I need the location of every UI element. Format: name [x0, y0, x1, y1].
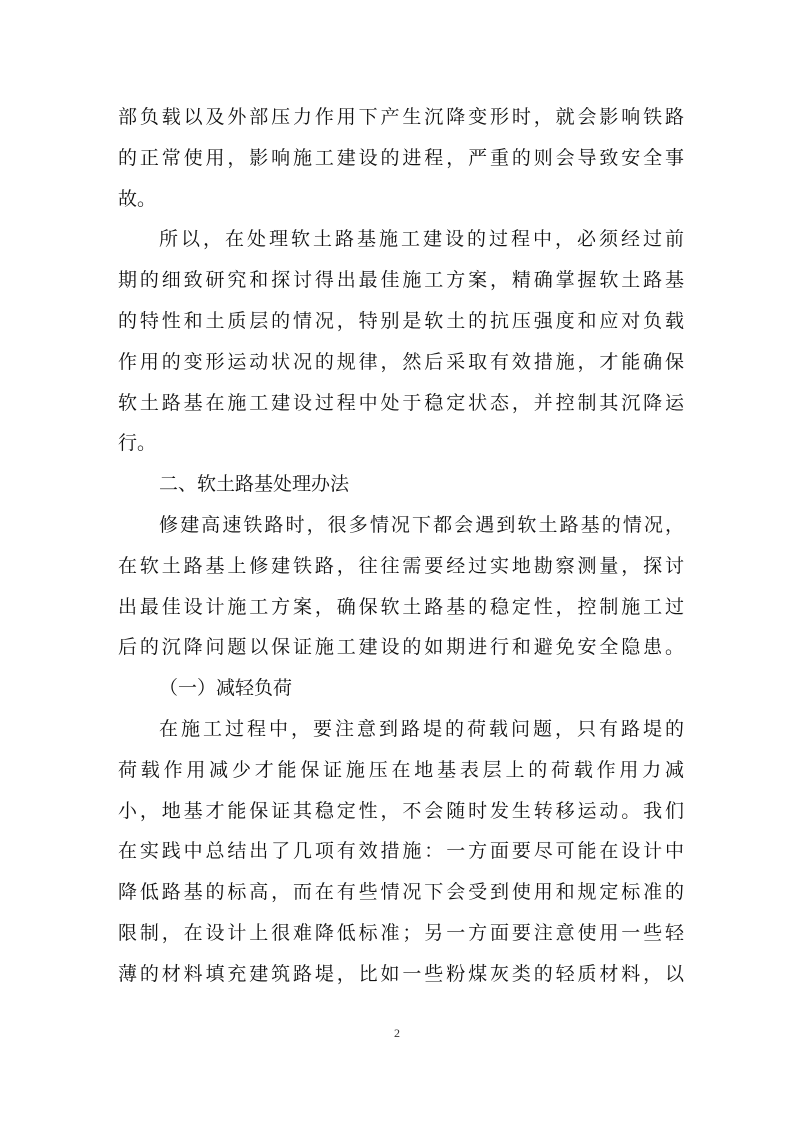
paragraph-line: 后的沉降问题以保证施工建设的如期进行和避免安全隐患。: [118, 636, 684, 659]
paragraph-line: 出最佳设计施工方案，确保软土路基的稳定性，控制施工过: [118, 595, 684, 618]
paragraph-line: 在实践中总结出了几项有效措施：一方面要尽可能在设计中: [118, 840, 684, 863]
paragraph-line: 故。: [118, 187, 157, 210]
paragraph-line: 在施工过程中，要注意到路堤的荷载问题，只有路堤的: [159, 717, 684, 740]
paragraph-line: 部负载以及外部压力作用下产生沉降变形时，就会影响铁路: [118, 106, 684, 128]
paragraph-line: 薄的材料填充建筑路堤，比如一些粉煤灰类的轻质材料，以: [118, 962, 684, 985]
paragraph-line: 限制，在设计上很难降低标准；另一方面要注意使用一些轻: [118, 921, 684, 944]
paragraph-line: 小，地基才能保证其稳定性，不会随时发生转移运动。我们: [118, 799, 684, 822]
paragraph-line: 荷载作用减少才能保证施压在地基表层上的荷载作用力减: [118, 758, 684, 781]
page-number: 2: [394, 1026, 400, 1040]
document-body: [118, 97, 684, 995]
paragraph-line: 修建高速铁路时，很多情况下都会遇到软土路基的情况，: [159, 513, 684, 536]
subsection-heading: （一）减轻负荷: [159, 677, 293, 700]
paragraph-line: 降低路基的标高，而在有些情况下会受到使用和规定标准的: [118, 881, 684, 904]
paragraph-line: 的正常使用，影响施工建设的进程，严重的则会导致安全事: [118, 146, 684, 169]
paragraph-line: 作用的变形运动状况的规律，然后采取有效措施，才能确保: [118, 350, 684, 373]
section-heading: 二、软土路基处理办法: [159, 473, 350, 496]
paragraph-line: 软土路基在施工建设过程中处于稳定状态，并控制其沉降运: [118, 391, 684, 414]
paragraph-line: 在软土路基上修建铁路，往往需要经过实地勘察测量，探讨: [118, 554, 684, 577]
paragraph-line: 行。: [118, 432, 157, 455]
paragraph-line: 期的细致研究和探讨得出最佳施工方案，精确掌握软土路基: [118, 269, 684, 292]
paragraph-line: 所以，在处理软土路基施工建设的过程中，必须经过前: [159, 228, 684, 251]
paragraph-line: 的特性和土质层的情况，特别是软土的抗压强度和应对负载: [118, 309, 684, 332]
